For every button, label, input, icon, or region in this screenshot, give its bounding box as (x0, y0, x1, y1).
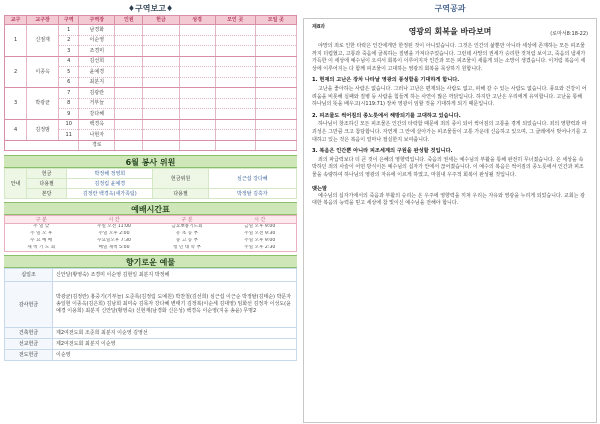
district-number: 6 (59, 77, 79, 88)
district-blank-cell[interactable] (115, 35, 143, 46)
district-blank-cell[interactable] (143, 25, 179, 36)
offering-type: 전도헌금 (5, 350, 53, 361)
offering-type: 건축헌금 (5, 328, 53, 339)
bulletin-right-column (303, 2, 597, 422)
district-blank-cell[interactable] (143, 67, 179, 78)
district-blank-cell[interactable] (143, 140, 179, 151)
district-number: 8 (59, 98, 79, 109)
district-blank-cell[interactable] (215, 88, 255, 99)
offering-names: 박광균(김정란) 홍중기(기부늘) 도준록(김정림 도예원) 박찬철(김선희) 심근섭 이근순 박정탈(김태순) 박문자 송일현 이종옥(김은희) 김남희 최미숙 김목자 강다혜 변태기 김정복(이순세 김대영) 임화선 김정자 이성도(윤예경 이용희) 최분지 신안달(황영숙) 신현재(남경화 신은성) 백경옥 이순영(지옹 송윤) 무명2 (53, 282, 297, 328)
district-leader: 최분지 (79, 77, 115, 88)
worship-time: 매일 새벽 5:00 (98, 244, 130, 250)
district-leader: 백경옥 (79, 119, 115, 130)
service-value: 김정림 윤예경 (67, 179, 153, 189)
gyogu-leader: 박광균 (27, 88, 59, 120)
district-blank-cell[interactable] (255, 56, 296, 67)
service-value: 김정란 백경옥(새가족팀) (67, 189, 153, 199)
district-blank-cell[interactable] (179, 109, 215, 120)
worship-row (5, 231, 297, 238)
district-blank-cell[interactable] (215, 67, 255, 78)
service-value: 심근섭 강다혜 (208, 169, 296, 189)
service-value: 박정탈 김혹자 (208, 189, 296, 199)
worship-row (5, 245, 297, 252)
district-number: 9 (59, 109, 79, 120)
district-blank-cell[interactable] (143, 130, 179, 141)
district-blank-cell[interactable] (255, 46, 296, 57)
worship-service-name: 금요뽀룡기도회 (171, 224, 203, 230)
district-blank-cell[interactable] (215, 46, 255, 57)
district-header-cell: 성경 (179, 16, 215, 25)
district-number: 7 (59, 88, 79, 99)
lesson-intro: 야망의 죄로 인한 타락은 인간에게만 한정된 것이 아니었습니다. 그것은 인간의 삶뿐만 아니라 세상에 존재하는 모든 피조물까지 더럽혔고, 고통과 죽음에 굴복하는 질병을 가져다주었습니다. 그런데 사망의 권세가 승리한 것처럼 보이고, 죽음의 냄새가 가득한 이 세상에 예수님이 오셔서 회복이 이루어지자 인간과 모든 피조물이 새롭게 되는 소망이 생겼습니다. 이처럼 복음이 세상에 이루어지는 다 함께 피조물이 고대하는 영광의 회복을 묵상하기 원합니다. (312, 43, 586, 72)
worship-header-cell: 구 분 (151, 216, 224, 224)
district-leader: 이순영 (79, 35, 115, 46)
service-title: 6월 봉사 위원 (4, 155, 297, 168)
offering-names: 이순영 (53, 350, 297, 361)
service-key: 헌금위원 (153, 169, 208, 189)
point-heading: 1. 현재의 고난은 장차 나타날 영광의 풍성함을 기대하게 합니다. (312, 77, 460, 84)
district-blank-cell[interactable] (255, 98, 296, 109)
district-header-cell: 모인 곳 (215, 16, 255, 25)
worship-service-name: 주 일 오 후 (30, 231, 53, 236)
worship-service-name: 유 초 등 부 (175, 231, 199, 236)
district-number: 10 (59, 119, 79, 130)
district-blank-cell[interactable] (179, 88, 215, 99)
district-blank-cell[interactable] (179, 56, 215, 67)
lesson-verse: (로마서8:18-22) (550, 31, 588, 37)
district-blank-cell[interactable] (179, 46, 215, 57)
district-blank-cell[interactable] (215, 35, 255, 46)
worship-time: 수요일오후 7:30 (97, 238, 131, 243)
district-blank-cell[interactable] (115, 109, 143, 120)
district-row (5, 88, 297, 99)
lesson-number: 제8과 (312, 24, 326, 30)
district-blank-cell[interactable] (255, 119, 296, 130)
district-leader: 조경미 (79, 46, 115, 57)
gyogu-leader: 이종옥 (27, 56, 59, 88)
district-blank-cell[interactable] (255, 67, 296, 78)
worship-header-cell: 시 간 (224, 216, 297, 224)
lesson-title: 영광의 회복을 바라보며 (408, 27, 492, 36)
summary-text: 예수님의 십자가에서의 죽음과 부활의 승리는 온 우주에 영향력을 끼쳐 우리는 자유와 영광을 누리게 되었습니다. 교회는 광대한 복음의 능력을 믿고 세상에 참 빛이신 예수님을 전해야 합니다. (312, 192, 585, 207)
district-blank-cell (5, 140, 79, 151)
bulletin-left-column (4, 2, 297, 422)
gyogu-number: 3 (5, 88, 27, 120)
district-blank-cell[interactable] (215, 119, 255, 130)
point-heading: 2. 피조물도 썩어짐의 종노릇에서 해방되기를 고대하고 있습니다. (312, 112, 461, 119)
gyogu-leader: 신점재 (27, 25, 59, 57)
worship-service-name: 주 일 낮 (33, 224, 50, 230)
district-blank-cell[interactable] (143, 109, 179, 120)
district-row (5, 25, 297, 36)
district-blank-cell[interactable] (115, 46, 143, 57)
district-blank-cell[interactable] (115, 140, 143, 151)
district-blank-cell[interactable] (143, 119, 179, 130)
district-header-cell: 인원 (115, 16, 143, 25)
offering-row (5, 282, 297, 328)
district-blank-cell[interactable] (255, 25, 296, 36)
district-blank-cell[interactable] (143, 98, 179, 109)
worship-service-name: 새 벽 기 도 회 (27, 244, 56, 250)
district-row (5, 119, 297, 130)
offering-title: 향기로운 예물 (4, 255, 297, 268)
service-key: 본당 (27, 189, 67, 199)
lesson-section-title: 구역공과 (434, 4, 466, 13)
offering-table (4, 268, 297, 361)
point-heading: 3. 복음은 인간뿐 아니라 피조세계의 구원을 완성할 것입니다. (312, 148, 453, 155)
district-blank-cell[interactable] (255, 140, 296, 151)
point-body: 고난을 좋아하는 사람은 없습니다. 그러나 고난은 편재되는 사람도 없고, 피해 갈 수 있는 사람도 없습니다. 풍요와 건강이 어려움을 비롯해 실패와 질병 등 사람을 힘들게 하는 사연이 많은 까닭입니다. 하지만 고난은 우리에게 유익합니다. 고난을 통해 하나님의 뜻을 배우고(시119:71) 장차 영광이 임할 것을 기대하게 되기 때문입니다. (312, 85, 587, 108)
district-blank-cell[interactable] (143, 88, 179, 99)
district-number: 4 (59, 56, 79, 67)
district-header-cell: 모일 곳 (255, 16, 296, 25)
district-blank-cell[interactable] (179, 98, 215, 109)
worship-time: 금일 오후 9:00 (244, 224, 276, 230)
service-value: 박정해 정영희 (67, 169, 153, 179)
district-header-cell: 교구 (5, 16, 27, 25)
district-blank-cell[interactable] (143, 77, 179, 88)
district-blank-cell[interactable] (143, 56, 179, 67)
district-blank-cell[interactable] (255, 88, 296, 99)
district-leader: 김선희 (79, 56, 115, 67)
district-leader: 거부늘 (79, 98, 115, 109)
offering-row (5, 328, 297, 339)
district-leader: 강다혜 (79, 109, 115, 120)
district-blank-cell[interactable] (215, 130, 255, 141)
district-number: 1 (59, 25, 79, 36)
district-blank-cell[interactable] (215, 98, 255, 109)
district-blank-cell[interactable] (143, 35, 179, 46)
district-foot-label: 경로 (79, 140, 115, 151)
district-header-cell: 헌금 (143, 16, 179, 25)
point-body: 죄의 파급력보다 더 큰 것이 은혜의 영향력입니다. 죽음의 권세는 예수님의 부활을 통해 완전히 무너졌습니다. 온 세상을 속박하던 죄의 사슬이 어떤 방식이든 예수님의 십자가 안에서 끊어졌습니다. 이 예수의 복음은 썩어짐의 종노릇에서 인간과 피조물을 속량하여 하나님의 영광의 자유에 이르게 하였고, 마침내 우주적 회복이 완성될 것입니다. (312, 156, 584, 178)
district-header-cell: 구역장 (79, 16, 115, 25)
district-blank-cell[interactable] (179, 67, 215, 78)
gyogu-leader: 김정범 (27, 119, 59, 140)
district-leader: 나현자 (79, 130, 115, 141)
service-table (4, 168, 297, 199)
worship-time: 주일 오후 2:00 (98, 231, 130, 236)
district-blank-cell[interactable] (255, 130, 296, 141)
district-blank-cell[interactable] (215, 109, 255, 120)
district-leader: 김광란 (79, 88, 115, 99)
offering-names: 제2여전도회 조준희 최분지 이순영 김영선 (53, 328, 297, 339)
district-report-title: ♦구역보고♦ (127, 4, 174, 13)
worship-row (5, 224, 297, 231)
district-blank-cell[interactable] (215, 77, 255, 88)
district-blank-cell[interactable] (255, 77, 296, 88)
worship-service-name: 청 년 대 학 부 (172, 244, 202, 250)
district-row (5, 56, 297, 67)
district-number: 2 (59, 35, 79, 46)
district-number: 3 (59, 46, 79, 57)
district-blank-cell[interactable] (215, 140, 255, 151)
district-number: 5 (59, 67, 79, 78)
offering-row (5, 339, 297, 350)
district-header-cell: 교구장 (27, 16, 59, 25)
district-blank-cell[interactable] (115, 77, 143, 88)
district-header-row (5, 16, 297, 25)
gyogu-number: 2 (5, 56, 27, 88)
offering-row (5, 350, 297, 361)
district-foot-row (5, 140, 297, 151)
district-blank-cell[interactable] (215, 25, 255, 36)
district-blank-cell[interactable] (255, 35, 296, 46)
district-leader: 남경화 (79, 25, 115, 36)
worship-service-name: 중 고 등 부 (175, 238, 199, 243)
district-blank-cell[interactable] (143, 46, 179, 57)
point-body: 하나님이 창조하신 모든 피조물은 인간의 타락함 때문에 죄의 종이 되어 썩어짐의 고통을 겪게 되었습니다. 죄의 영향력과 파괴성은 그만큼 크고 참담합니다. 자연계 그 안에 살아가는 피조물들이 고통 가운데 신음하고 있으며, 그 굴레에서 벗어나기를 고대하고 있는 것은 복음이 얼마나 절실한지 보여줍니다. (312, 121, 587, 143)
district-blank-cell[interactable] (115, 98, 143, 109)
summary-heading: 맺는말 (312, 185, 328, 192)
worship-row (5, 238, 297, 245)
gyogu-number: 1 (5, 25, 27, 57)
district-blank-cell[interactable] (179, 35, 215, 46)
offering-type: 선교헌금 (5, 339, 53, 350)
offering-type: 감사헌금 (5, 282, 53, 328)
district-number: 11 (59, 130, 79, 141)
district-blank-cell[interactable] (179, 140, 215, 151)
service-key: 다용필 (153, 189, 208, 199)
district-header-cell: 구역 (59, 16, 79, 25)
offering-type: 십일조 (5, 269, 53, 282)
district-report-table (4, 15, 297, 151)
worship-header-cell: 구 분 (5, 216, 78, 224)
service-key: 다용필 (27, 179, 67, 189)
district-blank-cell[interactable] (255, 109, 296, 120)
district-blank-cell[interactable] (115, 88, 143, 99)
offering-row (5, 269, 297, 282)
district-blank-cell[interactable] (115, 56, 143, 67)
district-blank-cell[interactable] (115, 67, 143, 78)
district-blank-cell[interactable] (179, 130, 215, 141)
worship-time: 주일 오후 9:00 (244, 238, 276, 243)
district-blank-cell[interactable] (115, 119, 143, 130)
service-side-label: 안내 (5, 169, 27, 199)
district-leader: 윤예경 (79, 67, 115, 78)
gyogu-number: 4 (5, 119, 27, 140)
worship-time: 주일 오전 11:00 (97, 224, 131, 230)
offering-names: 제2여전도회 최분지 이순영 (53, 339, 297, 350)
district-blank-cell[interactable] (115, 25, 143, 36)
offering-names: 신안달(황영숙) 조경미 이순영 김현일 최분지 박정해 (53, 269, 297, 282)
district-blank-cell[interactable] (179, 77, 215, 88)
worship-header-cell: 시 간 (78, 216, 151, 224)
worship-service-name: 수 요 예 배 (30, 238, 53, 243)
service-key: 헌금 (27, 169, 67, 179)
district-blank-cell[interactable] (215, 56, 255, 67)
worship-time: 주일 오후 2:30 (244, 244, 276, 250)
district-blank-cell[interactable] (115, 130, 143, 141)
worship-schedule-table (4, 215, 297, 252)
district-blank-cell[interactable] (179, 119, 215, 130)
district-blank-cell[interactable] (179, 25, 215, 36)
worship-time: 주일 오전 9:30 (244, 231, 276, 236)
lesson-box (303, 18, 597, 423)
worship-title: 예배시간표 (4, 202, 297, 215)
